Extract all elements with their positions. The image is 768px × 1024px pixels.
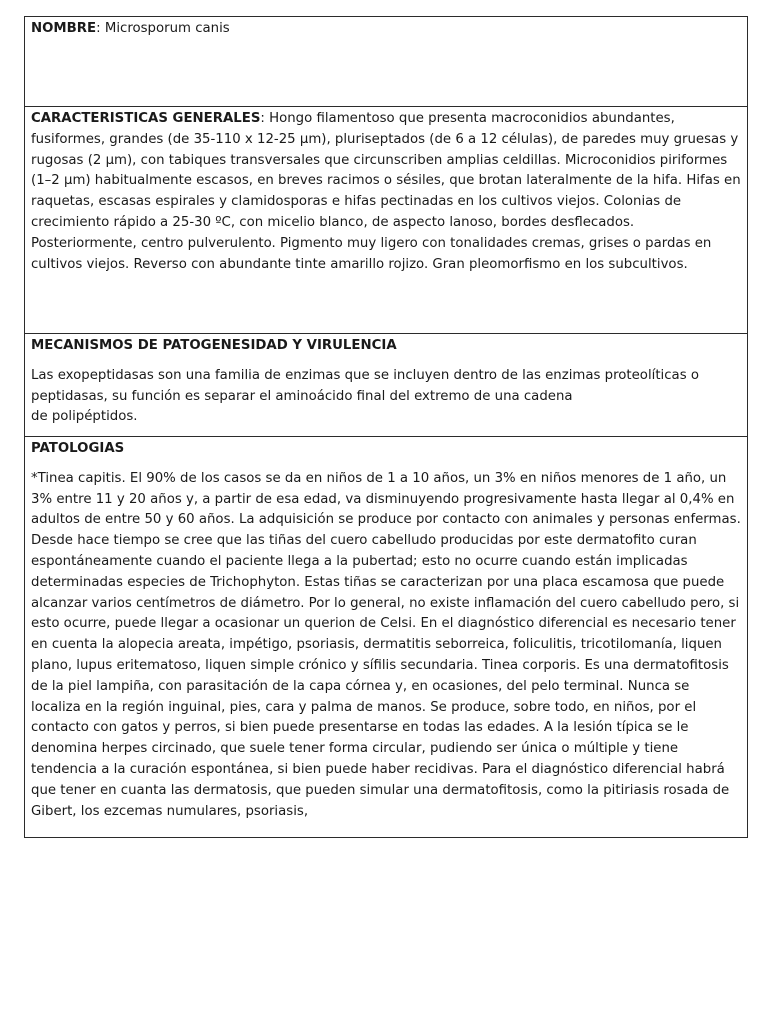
document-table <box>24 16 748 838</box>
caracteristicas-paragraph: CARACTERISTICAS GENERALES: Hongo filamentoso que presenta macroconidios abundantes, fusiformes, grandes (de 35-110 x 12-25 µm), pluriseptados (de 6 a 12 células), de paredes muy gruesas y rugosas (2 µm), con tabiques transversales que circunscriben amplias celdillas. Microconidios piriformes (1–2 µm) habitualmente escasos, en breves racimos o sésiles, que brotan lateralmente de la hifa. Hifas en raquetas, escasas espirales y clamidosporas e hifas pectinadas en los cultivos viejos. Colonias de crecimiento rápido a 25-30 ºC, con micelio blanco, de aspecto lanoso, bordes desflecados. Posteriormente, centro pulverulento. Pigmento muy ligero con tonalidades cremas, grises o pardas en cultivos viejos. Reverso con abundante tinte amarillo rojizo. Gran pleomorfismo en los subcultivos. <box>31 111 741 272</box>
caracteristicas-cell <box>25 107 747 334</box>
nombre-line: NOMBRE: Microsporum canis <box>31 21 230 36</box>
nombre-label: NOMBRE <box>31 21 97 36</box>
patologias-cell <box>25 437 747 837</box>
caracteristicas-label: CARACTERISTICAS GENERALES <box>31 111 261 126</box>
mecanismos-cell <box>25 334 747 437</box>
mecanismos-line-2: de polipéptidos. <box>31 409 138 425</box>
caracteristicas-text: Hongo filamentoso que presenta macroconidios abundantes, fusiformes, grandes (de 35-110 x 12-25 µm), pluriseptados (de 6 a 12 células), de paredes muy gruesas y rugosas (2 µm), con tabiques transversales que circunscriben amplias celdillas. Microconidios piriformes (1–2 µm) habitualmente escasos, en breves racimos o sésiles, que brotan lateralmente de la hifa. Hifas en raquetas, escasas espirales y clamidosporas e hifas pectinadas en los cultivos viejos. Colonias de crecimiento rápido a 25-30 ºC, con micelio blanco, de aspecto lanoso, bordes desflecados. Posteriormente, centro pulverulento. Pigmento muy ligero con tonalidades cremas, grises o pardas en cultivos viejos. Reverso con abundante tinte amarillo rojizo. Gran pleomorfismo en los subcultivos. <box>31 111 741 272</box>
mecanismos-line-1: Las exopeptidasas son una familia de enzimas que se incluyen dentro de las enzimas proteolíticas o peptidasas, su función es separar el aminoácido final del extremo de una cadena <box>31 367 699 404</box>
nombre-cell <box>25 17 747 107</box>
patologias-text: *Tinea capitis. El 90% de los casos se da en niños de 1 a 10 años, un 3% en niños menores de 1 año, un 3% entre 11 y 20 años y, a partir de esa edad, va disminuyendo progresivamente hasta llegar al 0,4% en adultos de entre 50 y 60 años. La adquisición se produce por contacto con animales y personas enfermas. Desde hace tiempo se cree que las tiñas del cuero cabelludo producidas por este dermatofito curan espontáneamente cuando el paciente llega a la pubertad; esto no ocurre cuando están implicadas determinadas especies de Trichophyton. Estas tiñas se caracterizan por una placa escamosa que puede alcanzar varios centímetros de diámetro. Por lo general, no existe inflamación del cuero cabelludo pero, si esto ocurre, puede llegar a ocasionar un querion de Celsi. En el diagnóstico diferencial es necesario tener en cuenta la alopecia areata, impétigo, psoriasis, dermatitis seborreica, foliculitis, tricotilomanía, liquen plano, lupus eritematoso, liquen simple crónico y sífilis secundaria. Tinea corporis. Es una dermatofitosis de la piel lampiña, con parasitación de la capa córnea y, en ocasiones, del pelo terminal. Nunca se localiza en la región inguinal, pies, cara y palma de manos. Se produce, sobre todo, en niños, por el contacto con gatos y perros, si bien puede presentarse en todas las edades. A la lesión típica se le denomina herpes circinado, que suele tener forma circular, pudiendo ser única o múltiple y tiene tendencia a la curación espontánea, si bien puede haber recidivas. Para el diagnóstico diferencial habrá que tener en cuanta las dermatosis, que pueden simular una dermatofitosis, como la pitiriasis rosada de Gibert, los ezcemas numulares, psoriasis, <box>31 470 741 819</box>
mecanismos-text <box>31 366 741 428</box>
mecanismos-heading: MECANISMOS DE PATOGENESIDAD Y VIRULENCIA <box>31 338 397 353</box>
nombre-value: Microsporum canis <box>104 21 230 36</box>
patologias-heading: PATOLOGIAS <box>31 441 125 456</box>
